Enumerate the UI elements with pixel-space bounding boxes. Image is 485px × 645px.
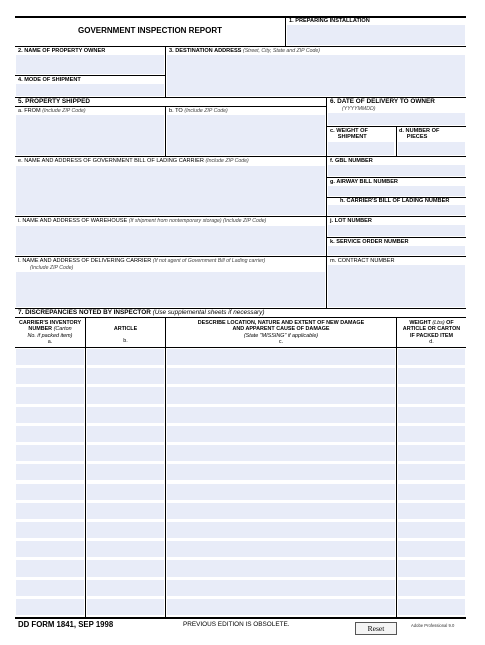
weight-cell[interactable]: [398, 541, 465, 557]
article-cell[interactable]: [87, 368, 164, 384]
reset-button[interactable]: Reset: [355, 622, 397, 635]
to-field[interactable]: [167, 115, 325, 155]
delivering-carrier-label: l. NAME AND ADDRESS OF DELIVERING CARRIER (If not agent of Government Bill of Lading carrier): [18, 258, 266, 264]
destination-address-label: 3. DESTINATION ADDRESS (Street, City, State and ZIP Code): [169, 48, 320, 54]
form-title: GOVERNMENT INSPECTION REPORT: [78, 26, 223, 35]
article-cell[interactable]: [87, 560, 164, 576]
inventory-number-cell[interactable]: [16, 464, 84, 480]
contract-number-label: m. CONTRACT NUMBER: [330, 258, 395, 264]
damage-description-cell[interactable]: [167, 464, 395, 480]
weight-cell[interactable]: [398, 387, 465, 403]
bottom-border: [15, 617, 466, 619]
software-note: Adobe Professional 9.0: [411, 623, 455, 628]
divider: [15, 106, 326, 107]
lot-number-field[interactable]: [328, 225, 465, 236]
inventory-number-cell[interactable]: [16, 484, 84, 500]
inventory-number-cell[interactable]: [16, 368, 84, 384]
discrepancy-table: [15, 348, 466, 617]
property-owner-label: 2. NAME OF PROPERTY OWNER: [18, 48, 106, 54]
col-b-header: ARTICLE b.: [113, 326, 138, 345]
inventory-number-cell[interactable]: [16, 445, 84, 461]
weight-shipment-label: c. WEIGHT OF SHIPMENT: [330, 128, 368, 141]
article-cell[interactable]: [87, 599, 164, 615]
weight-shipment-field[interactable]: [328, 142, 394, 155]
weight-cell[interactable]: [398, 426, 465, 442]
inventory-number-cell[interactable]: [16, 387, 84, 403]
col-d-header: WEIGHT (Lbs) OF ARTICLE OR CARTON IF PACKED ITEM d.: [402, 320, 461, 345]
divider: [326, 156, 327, 216]
date-delivery-label: 6. DATE OF DELIVERY TO OWNER: [330, 98, 435, 105]
weight-cell[interactable]: [398, 599, 465, 615]
table-row: [15, 386, 466, 405]
carrier-bol-label: h. CARRIER'S BILL OF LADING NUMBER: [340, 198, 450, 204]
contract-number-field[interactable]: [328, 265, 465, 307]
gbl-number-field[interactable]: [328, 165, 465, 176]
date-delivery-field[interactable]: [328, 113, 465, 125]
divider: [15, 317, 466, 318]
article-cell[interactable]: [87, 503, 164, 519]
to-label: b. TO (Include ZIP Code): [169, 108, 228, 114]
article-cell[interactable]: [87, 426, 164, 442]
destination-address-hint: (Street, City, State and ZIP Code): [242, 48, 320, 54]
destination-address-field[interactable]: [167, 55, 465, 96]
damage-description-cell[interactable]: [167, 599, 395, 615]
warehouse-label: i. NAME AND ADDRESS OF WAREHOUSE (If shipment from nontemporary storage) (Include ZIP Code): [18, 218, 267, 224]
form-number: DD FORM 1841, SEP 1998: [18, 620, 114, 629]
table-row: [15, 521, 466, 540]
number-pieces-field[interactable]: [398, 142, 465, 155]
from-label: a. FROM (Include ZIP Code): [18, 108, 86, 114]
divider: [326, 216, 327, 256]
table-row: [15, 348, 466, 367]
divider: [285, 16, 286, 46]
preparing-installation-label: 1. PREPARING INSTALLATION: [289, 18, 370, 24]
delivering-carrier-field[interactable]: [16, 272, 325, 307]
col-a-header: CARRIER'S INVENTORY NUMBER (Carton No. if packed item) a.: [18, 320, 82, 345]
property-shipped-label: 5. PROPERTY SHIPPED: [18, 98, 90, 105]
mode-of-shipment-field[interactable]: [16, 84, 164, 96]
gbl-number-label: f. GBL NUMBER: [330, 158, 373, 164]
weight-cell[interactable]: [398, 349, 465, 365]
table-row: [15, 540, 466, 559]
damage-description-cell[interactable]: [167, 426, 395, 442]
preparing-installation-field[interactable]: [287, 25, 465, 45]
delivering-carrier-hint-zip: (Include ZIP Code): [30, 265, 74, 271]
divider: [165, 46, 166, 97]
article-cell[interactable]: [87, 445, 164, 461]
divider: [15, 46, 466, 47]
table-row: [15, 367, 466, 386]
divider: [15, 156, 466, 157]
article-cell[interactable]: [87, 522, 164, 538]
damage-description-cell[interactable]: [167, 503, 395, 519]
damage-description-cell[interactable]: [167, 560, 395, 576]
damage-description-cell[interactable]: [167, 522, 395, 538]
inventory-number-cell[interactable]: [16, 599, 84, 615]
gbl-carrier-field[interactable]: [16, 166, 325, 215]
table-row: [15, 406, 466, 425]
article-cell[interactable]: [87, 407, 164, 423]
divider: [326, 237, 466, 238]
to-hint: (Include ZIP Code): [184, 108, 228, 114]
article-cell[interactable]: [87, 484, 164, 500]
top-border: [15, 16, 466, 18]
damage-description-cell[interactable]: [167, 580, 395, 596]
warehouse-hint: (If shipment from nontemporary storage) (Include ZIP Code): [128, 218, 267, 224]
divider: [15, 256, 466, 257]
inventory-number-cell[interactable]: [16, 560, 84, 576]
damage-description-cell[interactable]: [167, 407, 395, 423]
damage-description-cell[interactable]: [167, 541, 395, 557]
divider: [15, 75, 165, 76]
inventory-number-cell[interactable]: [16, 407, 84, 423]
discrepancies-label: 7. DISCREPANCIES NOTED BY INSPECTOR (Use supplemental sheets if necessary): [18, 309, 265, 316]
weight-cell[interactable]: [398, 445, 465, 461]
table-row: [15, 579, 466, 598]
divider: [326, 256, 327, 308]
damage-description-cell[interactable]: [167, 368, 395, 384]
inventory-number-cell[interactable]: [16, 541, 84, 557]
table-row: [15, 483, 466, 502]
weight-cell[interactable]: [398, 522, 465, 538]
weight-cell[interactable]: [398, 407, 465, 423]
number-pieces-label: d. NUMBER OF PIECES: [399, 128, 440, 141]
col-c-header: DESCRIBE LOCATION, NATURE AND EXTENT OF NEW DAMAGE AND APPARENT CAUSE OF DAMAGE (State "MISSING" if applicable) c.: [197, 320, 365, 345]
weight-cell[interactable]: [398, 580, 465, 596]
warehouse-field[interactable]: [16, 226, 325, 255]
divider: [326, 177, 466, 178]
from-hint: (Include ZIP Code): [42, 108, 86, 114]
inventory-number-cell[interactable]: [16, 426, 84, 442]
damage-description-cell[interactable]: [167, 349, 395, 365]
table-row: [15, 598, 466, 617]
divider: [165, 106, 166, 156]
inventory-number-cell[interactable]: [16, 349, 84, 365]
weight-cell[interactable]: [398, 464, 465, 480]
article-cell[interactable]: [87, 580, 164, 596]
inventory-number-cell[interactable]: [16, 503, 84, 519]
article-cell[interactable]: [87, 541, 164, 557]
mode-of-shipment-label: 4. MODE OF SHIPMENT: [18, 77, 81, 83]
article-cell[interactable]: [87, 464, 164, 480]
gbl-carrier-label: e. NAME AND ADDRESS OF GOVERNMENT BILL OF LADING CARRIER (Include ZIP Code): [18, 158, 249, 164]
divider: [396, 126, 397, 156]
airway-bill-field[interactable]: [328, 186, 465, 196]
discrepancies-hint: (Use supplemental sheets if necessary): [152, 309, 265, 316]
date-delivery-hint: (YYYYMMDD): [342, 106, 376, 112]
weight-cell[interactable]: [398, 560, 465, 576]
weight-cell[interactable]: [398, 368, 465, 384]
carrier-bol-field[interactable]: [328, 205, 465, 215]
weight-cell[interactable]: [398, 484, 465, 500]
inventory-number-cell[interactable]: [16, 580, 84, 596]
table-row: [15, 444, 466, 463]
divider: [15, 216, 466, 217]
inventory-number-cell[interactable]: [16, 522, 84, 538]
damage-description-cell[interactable]: [167, 445, 395, 461]
damage-description-cell[interactable]: [167, 387, 395, 403]
weight-cell[interactable]: [398, 503, 465, 519]
table-row: [15, 425, 466, 444]
service-order-field[interactable]: [328, 246, 465, 255]
airway-bill-label: g. AIRWAY BILL NUMBER: [330, 179, 398, 185]
table-row: [15, 463, 466, 482]
lot-number-label: j. LOT NUMBER: [330, 218, 372, 224]
property-owner-field[interactable]: [16, 55, 164, 74]
table-row: [15, 559, 466, 578]
table-row: [15, 502, 466, 521]
damage-description-cell[interactable]: [167, 484, 395, 500]
gbl-carrier-hint: (Include ZIP Code): [205, 158, 249, 164]
service-order-label: k. SERVICE ORDER NUMBER: [330, 239, 409, 245]
from-field[interactable]: [16, 115, 164, 155]
article-cell[interactable]: [87, 387, 164, 403]
edition-note: PREVIOUS EDITION IS OBSOLETE.: [183, 621, 290, 628]
article-cell[interactable]: [87, 349, 164, 365]
delivering-carrier-hint: (If not agent of Government Bill of Lading carrier): [152, 258, 266, 264]
